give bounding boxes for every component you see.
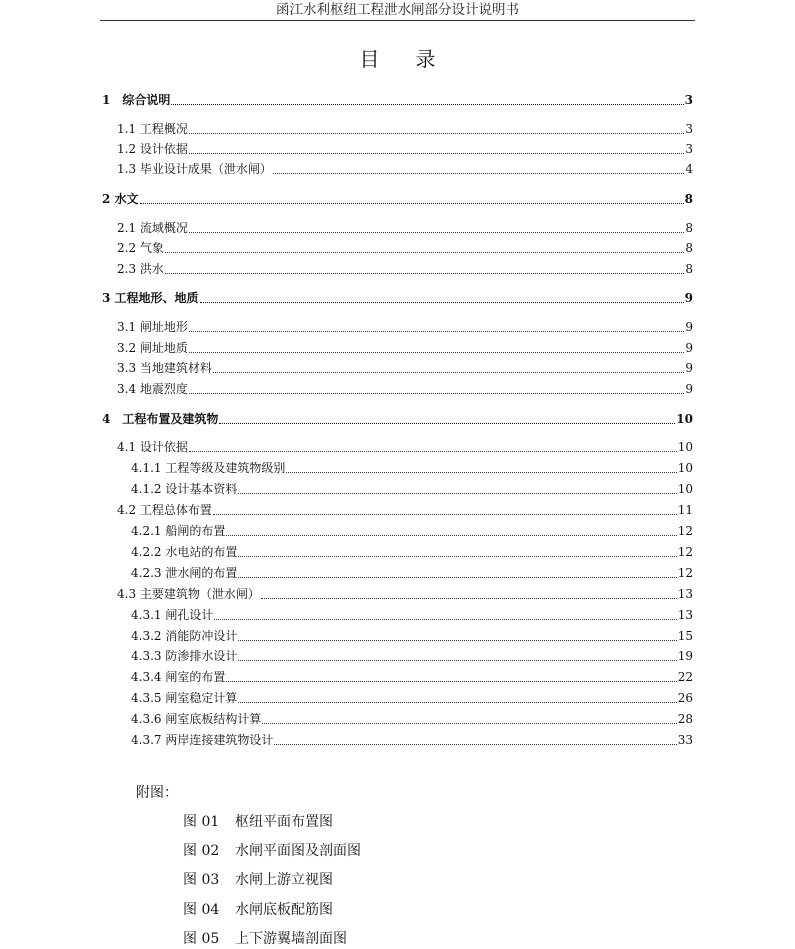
toc-entry-text: 4.2.2 水电站的布置 <box>131 545 238 559</box>
toc-entry-text: 4.3.4 闸室的布置 <box>131 670 226 684</box>
toc-entry-text: 2.1 流域概况 <box>117 221 188 235</box>
toc-dot-leader <box>214 619 676 620</box>
toc-entry-text: 2 水文 <box>102 192 139 206</box>
toc-entry-text: 1 综合说明 <box>102 93 171 107</box>
toc-entry-text: 1.3 毕业设计成果（泄水闸） <box>117 162 272 176</box>
toc-section-entry <box>117 317 693 335</box>
appendix-figure-item <box>183 900 333 920</box>
toc-subsection-entry <box>131 709 693 727</box>
toc-dot-leader <box>189 331 684 332</box>
toc-chapter-entry <box>102 409 693 427</box>
toc-page-number: 12 <box>677 545 693 559</box>
toc-entry-text: 4.3.1 闸孔设计 <box>131 608 214 622</box>
toc-dot-leader <box>165 252 684 253</box>
toc-section-entry <box>117 500 693 518</box>
toc-page-number: 8 <box>684 192 693 206</box>
toc-dot-leader <box>140 203 684 204</box>
toc-dot-leader <box>261 598 677 599</box>
figure-title: 水闸平面图及剖面图 <box>235 843 361 859</box>
toc-entry-text: 2.3 洪水 <box>117 262 164 276</box>
toc-dot-leader <box>273 173 684 174</box>
toc-subsection-entry <box>131 563 693 581</box>
toc-section-entry <box>117 584 693 602</box>
toc-page-number: 10 <box>677 482 693 496</box>
toc-entry-text: 1.1 工程概况 <box>117 122 188 136</box>
toc-page-number: 9 <box>685 320 693 334</box>
figure-number: 图 04 <box>183 902 220 918</box>
toc-page-number: 13 <box>677 608 693 622</box>
toc-dot-leader <box>189 232 684 233</box>
toc-page-number: 9 <box>684 291 693 305</box>
toc-entry-text: 4.2 工程总体布置 <box>117 503 212 517</box>
toc-page-number: 8 <box>685 262 693 276</box>
running-header: 函江水利枢纽工程泄水闸部分设计说明书 <box>276 2 519 18</box>
toc-subsection-entry <box>131 605 693 623</box>
toc-page-number: 10 <box>676 412 693 426</box>
toc-subsection-entry <box>131 521 693 539</box>
toc-page-number: 9 <box>685 341 693 355</box>
appendix-label: 附图： <box>136 785 178 801</box>
toc-dot-leader <box>226 681 676 682</box>
header-divider <box>100 20 695 21</box>
toc-page-number: 13 <box>677 587 693 601</box>
toc-page-number: 9 <box>685 361 693 375</box>
toc-title: 目录 <box>359 47 472 71</box>
toc-page-number: 3 <box>685 142 693 156</box>
toc-dot-leader <box>189 393 684 394</box>
toc-entry-text: 1.2 设计依据 <box>117 142 188 156</box>
toc-entry-text: 4.3.3 防渗排水设计 <box>131 649 238 663</box>
toc-subsection-entry <box>131 667 693 685</box>
toc-entry-text: 4.1 设计依据 <box>117 440 188 454</box>
toc-subsection-entry <box>131 542 693 560</box>
toc-dot-leader <box>213 514 677 515</box>
toc-dot-leader <box>238 640 676 641</box>
toc-chapter-entry <box>102 90 693 108</box>
toc-subsection-entry <box>131 730 693 748</box>
figure-number: 图 02 <box>183 843 220 859</box>
toc-dot-leader <box>189 153 684 154</box>
toc-entry-text: 3 工程地形、地质 <box>102 291 199 305</box>
toc-subsection-entry <box>131 646 693 664</box>
toc-dot-leader <box>213 372 684 373</box>
toc-section-entry <box>117 338 693 356</box>
toc-dot-leader <box>238 660 676 661</box>
toc-dot-leader <box>165 273 684 274</box>
figure-number: 图 03 <box>183 872 220 888</box>
appendix-figure-item <box>183 870 333 890</box>
toc-entry-text: 4.1.2 设计基本资料 <box>131 482 238 496</box>
toc-dot-leader <box>262 723 676 724</box>
toc-section-entry <box>117 159 693 177</box>
toc-section-entry <box>117 119 693 137</box>
toc-entry-text: 3.2 闸址地质 <box>117 341 188 355</box>
toc-entry-text: 4.2.3 泄水闸的布置 <box>131 566 238 580</box>
toc-page-number: 15 <box>677 629 693 643</box>
toc-entry-text: 4.3.5 闸室稳定计算 <box>131 691 238 705</box>
toc-dot-leader <box>226 535 676 536</box>
toc-section-entry <box>117 358 693 376</box>
toc-subsection-entry <box>131 626 693 644</box>
toc-dot-leader <box>171 104 683 105</box>
toc-dot-leader <box>189 352 684 353</box>
appendix-figure-item <box>183 929 347 949</box>
toc-page-number: 33 <box>677 733 693 747</box>
toc-page-number: 26 <box>677 691 693 705</box>
toc-section-entry <box>117 259 693 277</box>
toc-section-entry <box>117 218 693 236</box>
toc-entry-text: 4.3 主要建筑物（泄水闸） <box>117 587 260 601</box>
toc-entry-text: 3.1 闸址地形 <box>117 320 188 334</box>
toc-page-number: 8 <box>685 221 693 235</box>
toc-page-number: 8 <box>685 241 693 255</box>
toc-entry-text: 4.3.6 闸室底板结构计算 <box>131 712 262 726</box>
toc-dot-leader <box>238 702 676 703</box>
toc-entry-text: 4.3.7 两岸连接建筑物设计 <box>131 733 274 747</box>
toc-dot-leader <box>219 423 675 424</box>
toc-section-entry <box>117 139 693 157</box>
toc-page-number: 22 <box>677 670 693 684</box>
toc-entry-text: 2.2 气象 <box>117 241 164 255</box>
toc-subsection-entry <box>131 688 693 706</box>
toc-page-number: 10 <box>677 461 693 475</box>
toc-dot-leader <box>189 133 684 134</box>
figure-title: 水闸上游立视图 <box>235 872 333 888</box>
toc-dot-leader <box>238 577 676 578</box>
toc-section-entry <box>117 379 693 397</box>
toc-page-number: 3 <box>685 122 693 136</box>
toc-dot-leader <box>238 493 676 494</box>
toc-page-number: 12 <box>677 566 693 580</box>
toc-dot-leader <box>286 472 676 473</box>
toc-section-entry <box>117 437 693 455</box>
toc-section-entry <box>117 238 693 256</box>
toc-page-number: 12 <box>677 524 693 538</box>
appendix-figure-item <box>183 812 333 832</box>
toc-page-number: 28 <box>677 712 693 726</box>
toc-entry-text: 4.2.1 船闸的布置 <box>131 524 226 538</box>
toc-entry-text: 4 工程布置及建筑物 <box>102 412 219 426</box>
toc-dot-leader <box>200 302 684 303</box>
toc-dot-leader <box>274 744 676 745</box>
toc-subsection-entry <box>131 458 693 476</box>
figure-title: 上下游翼墙剖面图 <box>235 931 347 947</box>
figure-number: 图 05 <box>183 931 220 947</box>
toc-entry-text: 3.4 地震烈度 <box>117 382 188 396</box>
toc-page-number: 9 <box>685 382 693 396</box>
toc-page-number: 11 <box>677 503 693 517</box>
toc-entry-text: 4.1.1 工程等级及建筑物级别 <box>131 461 286 475</box>
toc-dot-leader <box>189 451 677 452</box>
appendix-figure-item <box>183 841 361 861</box>
toc-chapter-entry <box>102 189 693 207</box>
toc-subsection-entry <box>131 479 693 497</box>
toc-entry-text: 4.3.2 消能防冲设计 <box>131 629 238 643</box>
figure-number: 图 01 <box>183 814 220 830</box>
toc-page-number: 3 <box>684 93 693 107</box>
figure-title: 枢纽平面布置图 <box>235 814 333 830</box>
toc-page-number: 4 <box>685 162 693 176</box>
toc-page-number: 10 <box>677 440 693 454</box>
toc-page-number: 19 <box>677 649 693 663</box>
toc-entry-text: 3.3 当地建筑材料 <box>117 361 212 375</box>
toc-dot-leader <box>238 556 676 557</box>
toc-chapter-entry <box>102 288 693 306</box>
figure-title: 水闸底板配筋图 <box>235 902 333 918</box>
